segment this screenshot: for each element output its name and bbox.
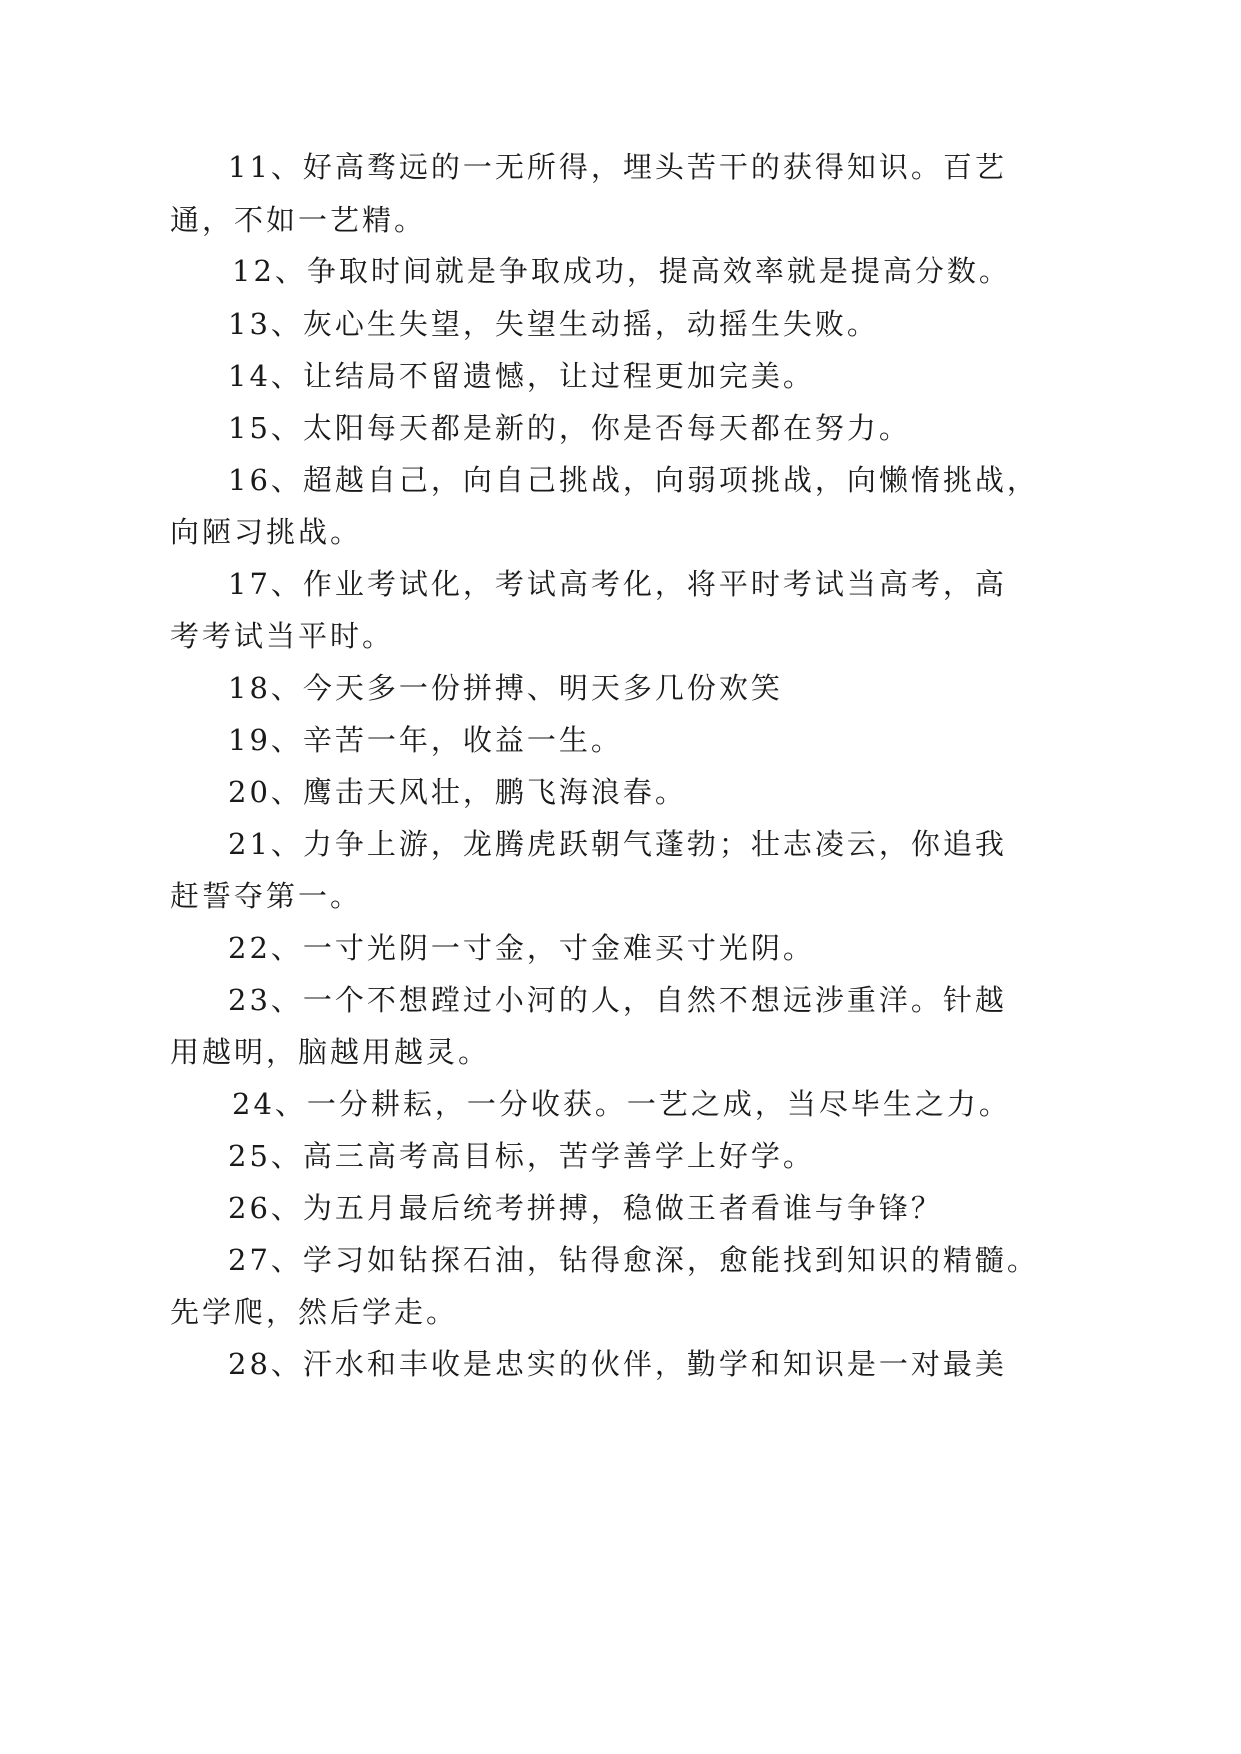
paragraph-12-line-1: 12、争取时间就是争取成功，提高效率就是提高分数。 xyxy=(232,254,1011,288)
paragraph-11-line-2: 通，不如一艺精。 xyxy=(170,203,427,237)
paragraph-18-line-1: 18、今天多一份拼搏、明天多几份欢笑 xyxy=(228,671,783,705)
paragraph-16-line-2: 向陋习挑战。 xyxy=(170,515,363,549)
paragraph-21-line-1: 21、力争上游，龙腾虎跃朝气蓬勃；壮志凌云，你追我 xyxy=(228,827,1007,861)
paragraph-13-line-1: 13、灰心生失望，失望生动摇，动摇生失败。 xyxy=(228,307,879,341)
paragraph-14-line-1: 14、让结局不留遗憾，让过程更加完美。 xyxy=(228,359,815,393)
paragraph-23-line-2: 用越明，脑越用越灵。 xyxy=(170,1035,491,1069)
paragraph-23-line-1: 23、一个不想蹚过小河的人，自然不想远涉重洋。针越 xyxy=(228,983,1007,1017)
paragraph-27-line-2: 先学爬，然后学走。 xyxy=(170,1295,459,1329)
paragraph-24-line-1: 24、一分耕耘，一分收获。一艺之成，当尽毕生之力。 xyxy=(232,1087,1011,1121)
paragraph-26-line-1: 26、为五月最后统考拼搏，稳做王者看谁与争锋？ xyxy=(228,1191,943,1225)
paragraph-28-line-1: 28、汗水和丰收是忠实的伙伴，勤学和知识是一对最美 xyxy=(228,1347,1007,1381)
paragraph-15-line-1: 15、太阳每天都是新的，你是否每天都在努力。 xyxy=(228,411,911,445)
paragraph-25-line-1: 25、高三高考高目标，苦学善学上好学。 xyxy=(228,1139,815,1173)
paragraph-19-line-1: 19、辛苦一年，收益一生。 xyxy=(228,723,623,757)
paragraph-22-line-1: 22、一寸光阴一寸金，寸金难买寸光阴。 xyxy=(228,931,815,965)
paragraph-17-line-2: 考考试当平时。 xyxy=(170,619,395,653)
paragraph-11-line-1: 11、好高骛远的一无所得，埋头苦干的获得知识。百艺 xyxy=(228,150,1007,184)
paragraph-21-line-2: 赶誓夺第一。 xyxy=(170,879,363,913)
paragraph-16-line-1: 16、超越自己，向自己挑战，向弱项挑战，向懒惰挑战， xyxy=(228,463,1039,497)
paragraph-17-line-1: 17、作业考试化，考试高考化，将平时考试当高考，高 xyxy=(228,567,1007,601)
paragraph-20-line-1: 20、鹰击天风壮，鹏飞海浪春。 xyxy=(228,775,687,809)
paragraph-27-line-1: 27、学习如钻探石油，钻得愈深，愈能找到知识的精髓。 xyxy=(228,1243,1039,1277)
